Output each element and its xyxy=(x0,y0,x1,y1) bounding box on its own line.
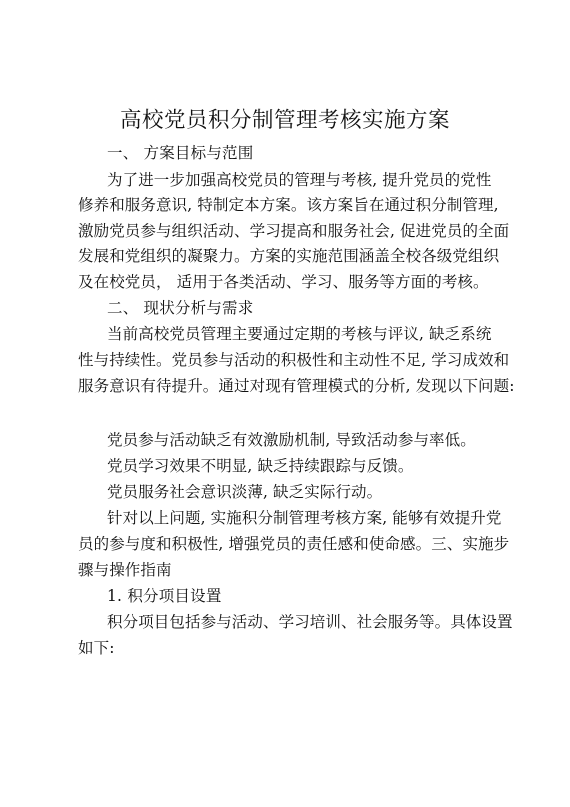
section-heading-2: 二、 现状分析与需求 xyxy=(107,299,254,317)
paragraph-line: 针对以上问题, 实施积分制管理考核方案, 能够有效提升党 xyxy=(107,509,502,527)
paragraph-line: 如下: xyxy=(78,639,115,657)
paragraph-line: 激励党员参与组织活动、学习提高和服务社会, 促进党员的全面 xyxy=(78,222,510,240)
paragraph-line: 发展和党组织的凝聚力。方案的实施范围涵盖全校各级党组织 xyxy=(78,247,500,265)
paragraph-line: 及在校党员， 适用于各类活动、学习、服务等方面的考核。 xyxy=(78,273,489,291)
problem-item: 党员参与活动缺乏有效激励机制, 导致活动参与率低。 xyxy=(107,431,476,449)
problem-item: 党员服务社会意识淡薄, 缺乏实际行动。 xyxy=(107,483,383,501)
paragraph-line: 性与持续性。党员参与活动的积极性和主动性不足, 学习成效和 xyxy=(78,351,510,369)
document-title: 高校党员积分制管理考核实施方案 xyxy=(119,108,450,133)
paragraph-line: 当前高校党员管理主要通过定期的考核与评议, 缺乏系统 xyxy=(107,325,492,343)
paragraph-line: 为了进一步加强高校党员的管理与考核, 提升党员的党性 xyxy=(107,171,492,189)
paragraph-line: 骤与操作指南 xyxy=(78,561,172,579)
paragraph-line: 积分项目包括参与活动、学习培训、社会服务等。具体设置 xyxy=(107,613,513,631)
problem-item: 党员学习效果不明显, 缺乏持续跟踪与反馈。 xyxy=(107,457,414,475)
section-heading-1: 一、 方案目标与范围 xyxy=(107,144,254,162)
paragraph-line: 服务意识有待提升。通过对现有管理模式的分析, 发现以下问题: xyxy=(78,377,515,395)
paragraph-line: 员的参与度和积极性, 增强党员的责任感和使命感。三、实施步 xyxy=(78,535,510,553)
subsection-heading-1: 1. 积分项目设置 xyxy=(107,587,222,605)
paragraph-line: 修养和服务意识, 特制定本方案。该方案旨在通过积分制管理, xyxy=(78,196,499,214)
